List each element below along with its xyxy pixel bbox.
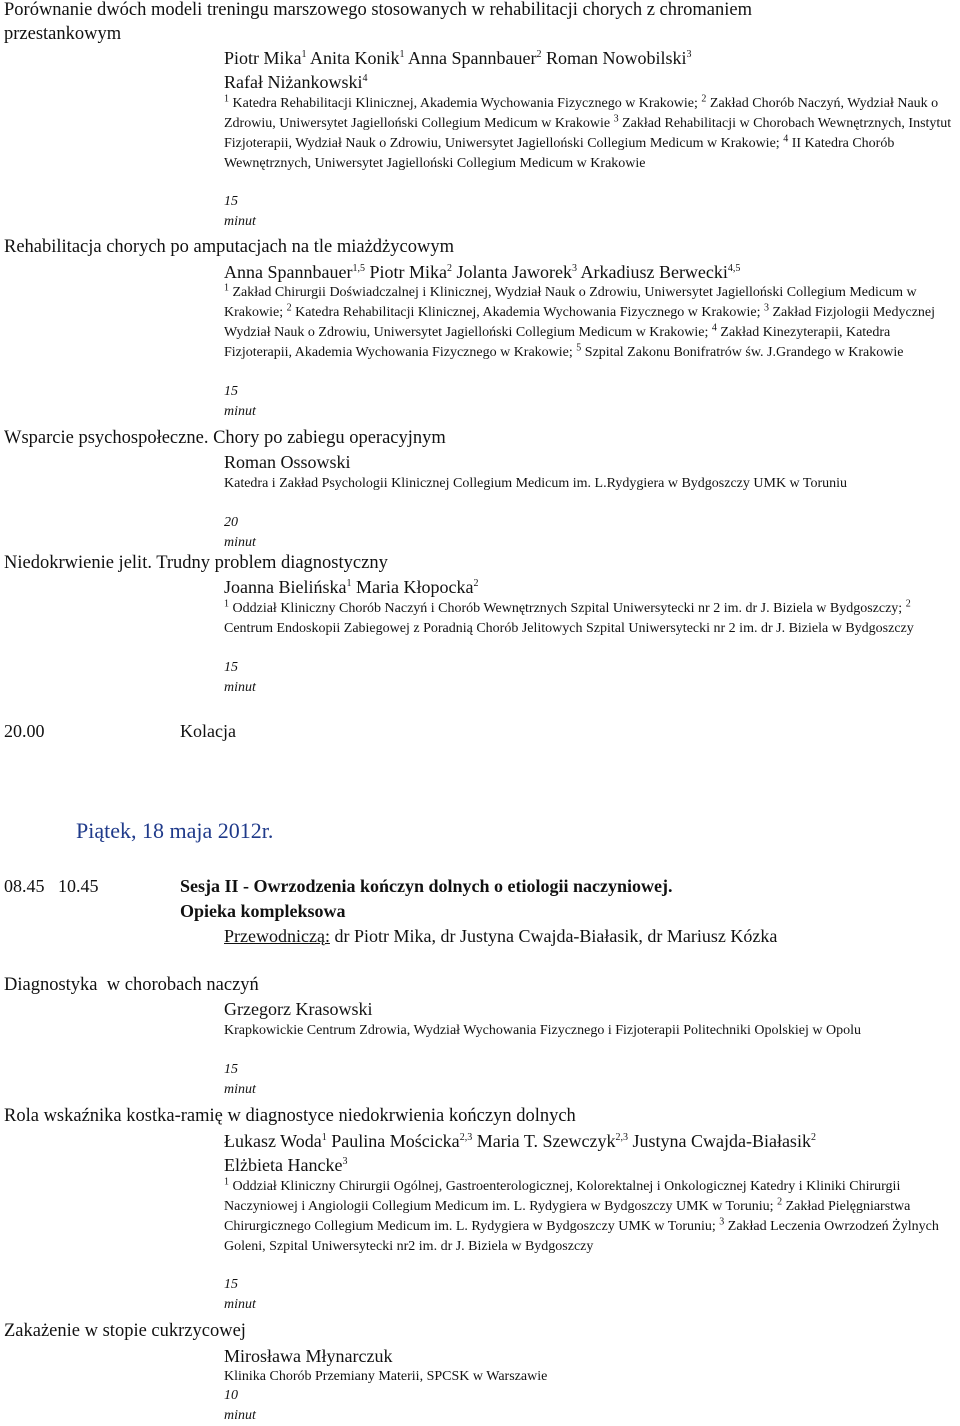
author [224,1346,392,1366]
affiliation-text: Zakład Chorób Naczyń, Wydział Nauk o Zdrowiu, Uniwersytet Jagielloński Collegium Medicum w Krakowie [224,96,939,131]
author-name: Elżbieta Hancke [224,1155,343,1175]
dinner-time: 20.00 [4,721,45,741]
author [224,1131,327,1151]
authors [224,575,478,599]
talk-title: Rehabilitacja chorych po amputacjach na tle miażdżycowym [4,237,454,257]
affiliation-number: 3 [613,113,619,125]
affiliation [224,598,903,616]
affiliations [224,283,958,363]
author [224,72,367,92]
author [546,48,692,68]
affiliation-text: Zakład Fizjologii Medycznej Wydział Nauk o Zdrowiu, Uniwersytet Jagielloński Collegium Medicum w Krakowie; [224,305,936,340]
talk-title: Wsparcie psychospołeczne. Chory po zabiegu operacyjnym [4,428,446,448]
author [224,262,365,282]
author-affiliation-number: 3 [571,263,577,274]
affiliation-number: 1 [224,1176,229,1188]
author-affiliation-number: 1 [399,49,405,60]
author [356,577,478,597]
author-name: Arkadiusz Berwecki [580,262,728,282]
authors [224,1344,392,1368]
talk-title: Porównanie dwóch modeli treningu marszowego stosowanych w rehabilitacji chorych z chromaniem [4,0,753,20]
author-name: Łukasz Woda [224,1131,322,1151]
duration: 15 minut [224,660,256,695]
author-name: Jolanta Jaworek [456,262,572,282]
affiliation-text: Szpital Zakonu Bonifratrów św. J.Grandego w Krakowie [584,345,904,360]
affiliation [224,1369,547,1384]
author-name: Mirosława Młynarczuk [224,1346,393,1366]
author [408,48,541,68]
author-affiliation-number: 1 [301,49,307,60]
affiliation-text: Zakład Chirurgii Doświadczalnej i Klinicznej, Wydział Nauk o Zdrowiu, Uniwersytet Jagielloński Collegium Medicum w Krakowie; [224,285,917,320]
affiliation [224,93,698,111]
talk-title: Rola wskaźnika kostka-ramię w diagnostyce niedokrwienia kończyn dolnych [4,1106,576,1126]
author [632,1131,815,1151]
affiliation-number: 3 [764,302,769,314]
author-name: Roman Ossowski [224,452,351,472]
authors [224,997,372,1021]
affiliation-number: 5 [576,342,582,354]
affiliations [224,599,958,639]
author-affiliation-number: 2,3 [615,1132,628,1143]
author [580,262,740,282]
affiliation-number: 2 [701,93,707,105]
session-time: 08.45 10.45 [4,876,99,896]
author-name: Roman Nowobilski [546,48,687,68]
duration: 15 minut [224,194,256,229]
day-heading: Piątek, 18 maja 2012r. [76,818,274,843]
affiliations [224,94,958,174]
affiliation-text: Oddział Kliniczny Chirurgii Ogólnej, Gastroenterologicznej, Kolorektalnej i Onkologicznej Katedry i Kliniki Chirurgii Naczyniowej i Angiologii Collegium Medicum im. L. Rydygiera w Bydgoszczy UMK w Toruniu; [224,1179,901,1214]
author-affiliation-number: 3 [342,1156,348,1167]
author [224,1155,347,1175]
affiliation-number: 1 [224,93,229,105]
affiliation-number: 4 [783,133,789,145]
author-name: Piotr Mika [369,262,447,282]
duration: 15 minut [224,1062,256,1097]
affiliation-text: II Katedra Chorób Wewnętrznych, Uniwersytet Jagielloński Collegium Medicum w Krakowie [224,136,895,171]
talk-title: Diagnostyka w chorobach naczyń [4,975,259,995]
affiliation-text: Oddział Kliniczny Chorób Naczyń i Chorób Wewnętrznych Szpital Uniwersytecki nr 2 im. dr J. Biziela w Bydgoszczy; [232,601,903,616]
talk-title-continued: przestankowym [4,24,122,44]
author [224,48,307,68]
affiliation-text: Klinika Chorób Przemiany Materii, SPCSK w Warszawie [224,1369,548,1384]
author-name: Maria Kłopocka [355,577,474,597]
author [331,1131,472,1151]
session-title-continued: Opieka kompleksowa [180,901,346,921]
author [456,262,576,282]
author [369,262,452,282]
author-affiliation-number: 4 [362,73,368,84]
talk-title: Niedokrwienie jelit. Trudny problem diagnostyczny [4,553,388,573]
dinner-label: Kolacja [180,721,236,741]
author-name: Anna Spannbauer [408,48,537,68]
author [310,48,405,68]
duration: 15 minut [224,384,256,419]
affiliation-number: 4 [711,322,717,334]
author-affiliation-number: 1 [321,1132,327,1143]
author-affiliation-number: 1,5 [352,263,365,274]
affiliation-text: Zakład Leczenia Owrzodzeń Żylnych Goleni, Szpital Uniwersytecki nr2 im. dr J. Biziela w Bydgoszczy [224,1219,939,1254]
author-name: Rafał Niżankowski [224,72,363,92]
author-affiliation-number: 4,5 [727,263,741,274]
authors [224,1129,816,1153]
author-name: Piotr Mika [224,48,302,68]
affiliation-text: Katedra Rehabilitacji Klinicznej, Akademia Wychowania Fizycznego w Krakowie; [295,305,761,320]
affiliations [224,1177,958,1257]
affiliation-number: 2 [905,598,911,610]
affiliations [224,474,958,494]
author-affiliation-number: 2 [810,1132,816,1143]
author-affiliation-number: 1 [346,578,352,589]
affiliation-number: 2 [777,1196,783,1208]
chairs-names: dr Piotr Mika, dr Justyna Cwajda-Białasik, dr Mariusz Kózka [334,926,778,946]
session-title: Sesja II - Owrzodzenia kończyn dolnych o etiologii naczyniowej. [180,876,673,896]
duration: 10 minut [224,1388,256,1423]
affiliation-text: Katedra Rehabilitacji Klinicznej, Akademia Wychowania Fizycznego w Krakowie; [232,96,698,111]
affiliation-number: 2 [286,302,292,314]
authors-continued [224,1153,347,1177]
author-affiliation-number: 3 [686,49,692,60]
chairs-label: Przewodniczą: [224,926,330,946]
affiliations [224,1021,958,1041]
affiliation [286,302,761,320]
author [477,1131,628,1151]
authors-continued [224,70,367,94]
affiliation [576,342,904,360]
affiliations [224,1367,958,1387]
author-name: Joanna Bielińska [224,577,347,597]
affiliation-text: Zakład Kinezyterapii, Katedra Fizjoterapii, Akademia Wychowania Fizycznego w Krakowie; [224,325,891,360]
author-name: Anna Spannbauer [224,262,353,282]
author-affiliation-number: 2,3 [459,1132,473,1143]
authors [224,450,351,474]
author-affiliation-number: 2 [473,578,479,589]
affiliation-number: 1 [224,598,229,610]
session-chairs [224,926,777,947]
affiliation [224,476,847,491]
duration: 15 minut [224,1277,256,1312]
author [224,999,372,1019]
talk-title: Zakażenie w stopie cukrzycowej [4,1321,246,1341]
affiliation-text: Krapkowickie Centrum Zdrowia, Wydział Wychowania Fizycznego i Fizjoterapii Politechniki Opolskiej w Opolu [224,1023,861,1038]
affiliation-number: 1 [224,282,229,294]
affiliation-text: Katedra i Zakład Psychologii Klinicznej Collegium Medicum im. L.Rydygiera w Bydgoszczy UMK w Toruniu [224,476,848,491]
author-name: Paulina Mościcka [331,1131,460,1151]
author [224,452,351,472]
affiliation-text: Zakład Pielęgniarstwa Chirurgicznego Collegium Medicum im. L. Rydygiera w Bydgoszczy UMK w Toruniu; [224,1199,911,1234]
author [224,577,351,597]
author-name: Anita Konik [310,48,400,68]
affiliation-number: 3 [719,1216,725,1228]
authors [224,46,692,70]
author-name: Grzegorz Krasowski [224,999,373,1019]
affiliation-text: Centrum Endoskopii Zabiegowej z Poradnią Chorób Jelitowych Szpital Uniwersytecki nr 2 im. dr J. Biziela w Bydgoszczy [224,621,914,636]
duration: 20 minut [224,515,256,550]
affiliation [224,1023,861,1038]
affiliation-text: Zakład Rehabilitacji w Chorobach Wewnętrznych, Instytut Fizjoterapii, Wydział Nauk o Zdrowiu, Uniwersytet Jagielloński Collegium Medicum w Krakowie; [224,116,952,151]
authors [224,260,740,284]
author-affiliation-number: 2 [536,49,542,60]
author-name: Maria T. Szewczyk [476,1131,616,1151]
author-affiliation-number: 2 [446,263,452,274]
author-name: Justyna Cwajda-Białasik [632,1131,811,1151]
